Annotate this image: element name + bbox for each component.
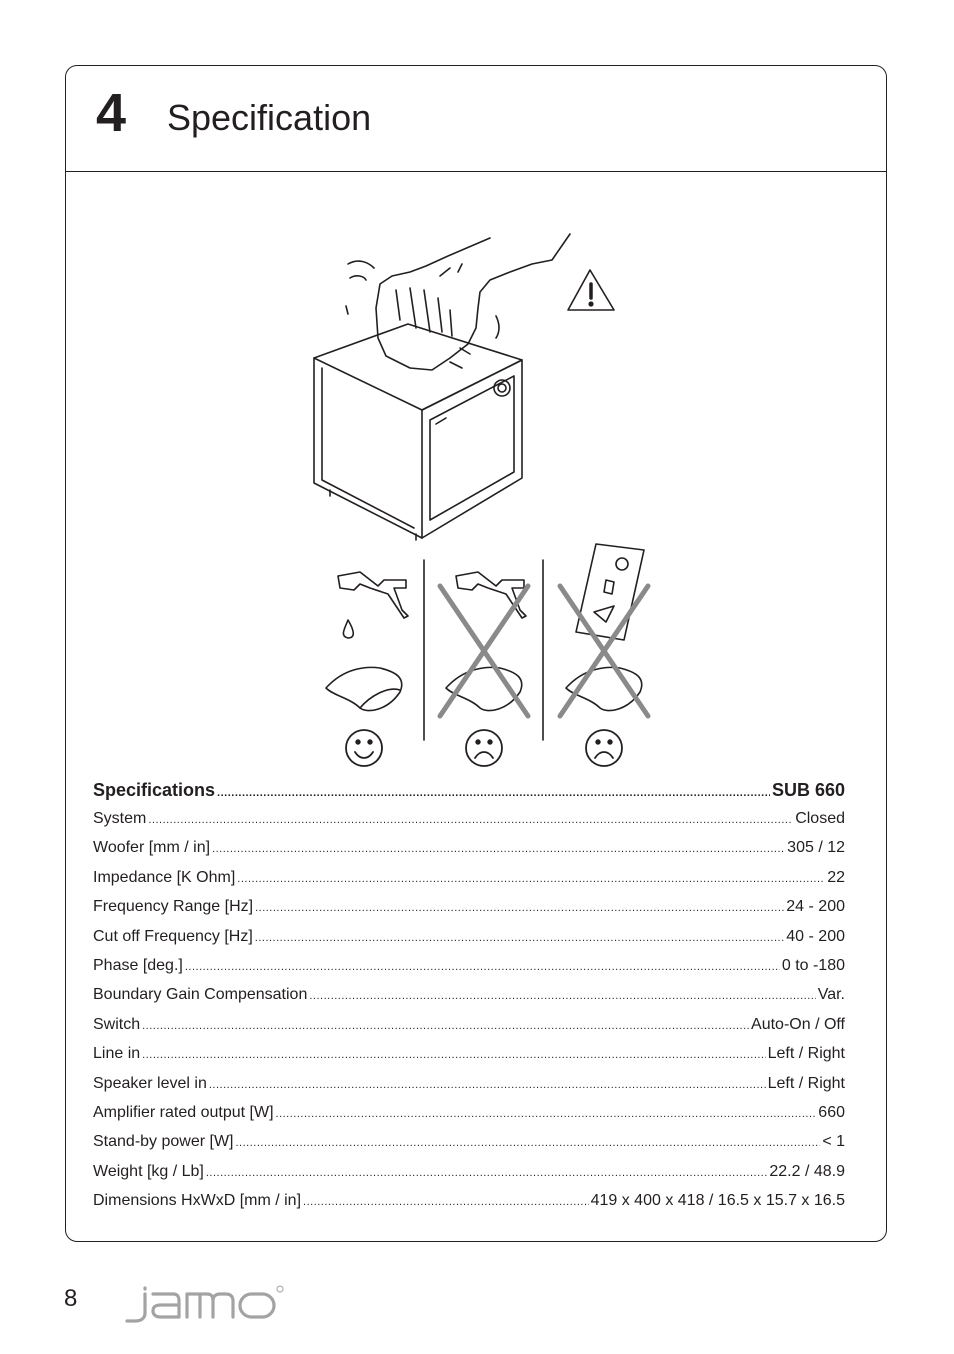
spec-label: Cut off Frequency [Hz] [93,927,253,945]
spec-label: Speaker level in [93,1074,207,1092]
spec-label: Line in [93,1045,141,1063]
cleaning-care-illustration [300,228,660,773]
leader-dots [212,843,785,855]
spec-row [93,869,845,898]
spec-label: Switch [93,1015,141,1033]
spec-value: 24 - 200 [786,898,845,916]
leader-dots [237,873,825,885]
spec-row [93,1192,845,1221]
leader-dots [303,1196,589,1208]
spec-value: Auto-On / Off [751,1015,845,1033]
spec-row [93,986,845,1015]
leader-dots [255,902,784,914]
sad-face-icon [466,730,502,766]
spec-row [93,1133,845,1162]
spec-value: 660 [818,1103,845,1121]
leader-dots [255,932,785,944]
spec-row [93,1045,845,1074]
spec-label: Boundary Gain Compensation [93,986,308,1004]
leader-dots [206,1167,768,1179]
jamo-logo [123,1280,288,1325]
spec-value: 22.2 / 48.9 [769,1162,845,1180]
spec-row [93,957,845,986]
spec-value: Closed [795,810,845,827]
section-title: Specification [167,97,372,138]
spec-row [93,898,845,927]
spec-label: Weight [kg / Lb] [93,1162,204,1180]
spec-row [93,928,845,957]
spec-label: Stand-by power [W] [93,1133,234,1151]
spec-label: Phase [deg.] [93,956,183,974]
spec-value: 419 x 400 x 418 / 16.5 x 15.7 x 16.5 [590,1192,845,1210]
happy-face-icon [346,730,382,766]
spec-label: System [93,810,147,827]
hand-drawing [346,234,570,370]
spec-value: 40 - 200 [786,927,845,945]
spec-value: Var. [817,986,845,1004]
spec-row [93,1075,845,1104]
leader-dots [309,990,815,1002]
section-number: 4 [96,83,127,143]
header-divider [66,171,886,172]
leader-dots [142,1049,765,1061]
leader-dots [217,787,770,799]
spec-value: Left / Right [767,1074,845,1092]
spec-label: Woofer [mm / in] [93,839,211,857]
leader-dots [236,1137,821,1149]
spec-header-value: SUB 660 [771,780,845,800]
spec-row [93,1163,845,1192]
spec-value: 0 to -180 [781,956,845,974]
warning-triangle-icon [568,270,614,310]
spec-header-label: Specifications [93,780,216,800]
leader-dots [185,961,780,973]
spec-value: < 1 [822,1133,845,1151]
subwoofer-cube-drawing [314,324,522,540]
spec-value: Left / Right [767,1045,845,1063]
page-number: 8 [64,1285,78,1312]
spec-header-row [93,780,845,810]
leader-dots [148,814,793,826]
spec-value: 22 [827,868,845,886]
leader-dots [209,1079,766,1091]
spec-label: Frequency Range [Hz] [93,898,254,916]
spec-row [93,1104,845,1133]
spec-row [93,1016,845,1045]
not-allowed-crosses [440,586,648,716]
spec-value: 305 / 12 [787,839,845,857]
spec-row [93,810,845,839]
specifications-table [93,780,845,1221]
spec-label: Impedance [K Ohm] [93,868,236,886]
spec-label: Amplifier rated output [W] [93,1103,274,1121]
sad-face-icon [586,730,622,766]
leader-dots [142,1020,749,1032]
leader-dots [276,1108,817,1120]
spec-label: Dimensions HxWxD [mm / in] [93,1192,302,1210]
spec-row [93,839,845,868]
damp-cloth-ok-drawing [326,572,408,711]
